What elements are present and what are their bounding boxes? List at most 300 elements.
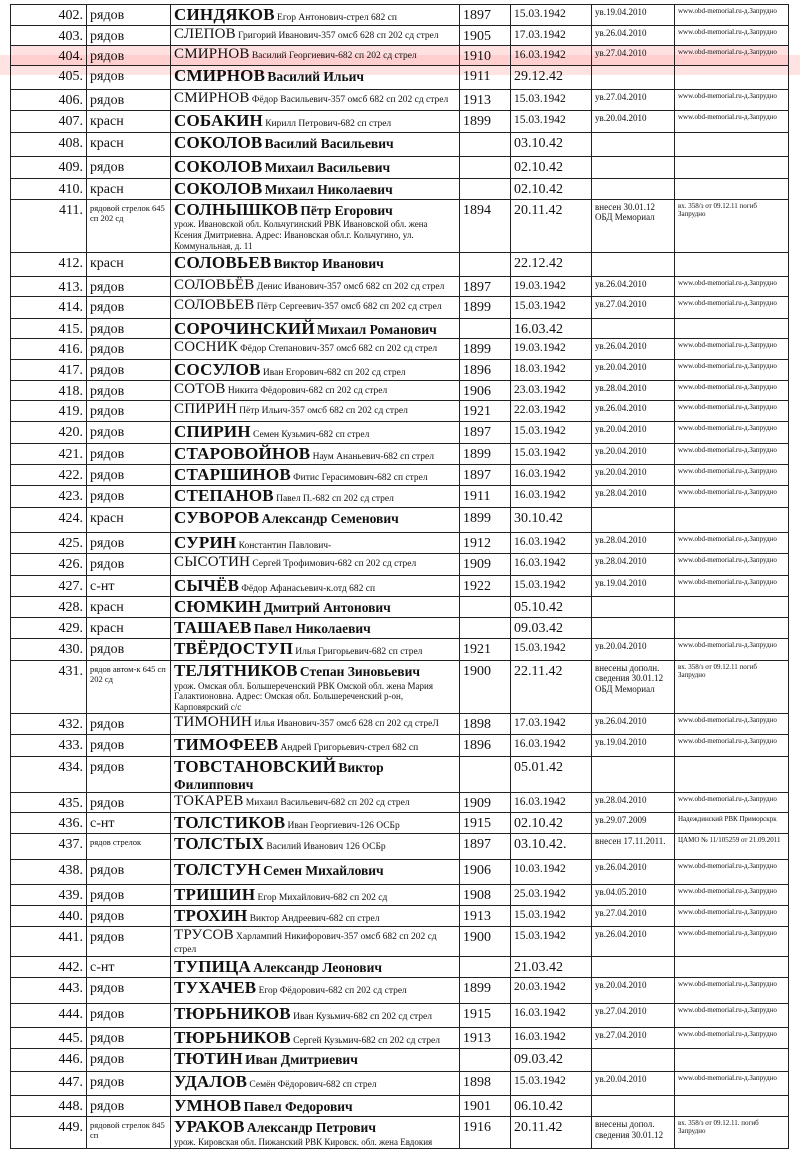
given-names: Пётр Сергеевич-357 омсб 682 сп 202 сд стрел bbox=[256, 301, 442, 312]
note-cell: ув.27.04.2010 bbox=[592, 1004, 675, 1028]
rank-cell: рядов bbox=[87, 756, 171, 792]
surname: СЫЧЁВ bbox=[174, 576, 240, 596]
source-cell: www.obd-memorial.ru-д.Запрудно bbox=[675, 45, 789, 65]
note-cell: ув.20.04.2010 bbox=[592, 360, 675, 381]
rank-cell: рядов bbox=[87, 927, 171, 957]
row-number: 439. bbox=[11, 885, 87, 906]
table-row bbox=[11, 296, 789, 318]
given-names: Харлампий Никифорович-357 омсб 682 сп 202 сд стрел bbox=[174, 932, 437, 956]
death-date: 16.03.1942 bbox=[511, 1028, 592, 1049]
death-date: 19.03.1942 bbox=[511, 339, 592, 360]
surname: ТИМОФЕЕВ bbox=[174, 734, 279, 754]
name-cell bbox=[171, 252, 460, 276]
given-names: Павел Николаевич bbox=[253, 620, 371, 636]
name-cell bbox=[171, 65, 460, 89]
row-number: 424. bbox=[11, 508, 87, 533]
row-number: 414. bbox=[11, 296, 87, 318]
rank-cell: рядов bbox=[87, 89, 171, 110]
surname: СОСНИК bbox=[174, 339, 238, 356]
rank-cell: рядов bbox=[87, 318, 171, 339]
given-names: Иван Георгиевич-126 ОСБр bbox=[287, 821, 400, 832]
table-row bbox=[11, 486, 789, 508]
given-names: Иван Егорович-682 сп 202 сд стрел bbox=[262, 368, 406, 379]
surname: СОРОЧИНСКИЙ bbox=[174, 318, 315, 338]
death-date: 22.03.1942 bbox=[511, 401, 592, 422]
rank-cell: рядов стрелок bbox=[87, 834, 171, 860]
death-date: 15.03.1942 bbox=[511, 5, 592, 26]
given-names: Пётр Егорович bbox=[300, 202, 393, 218]
birth-year: 1896 bbox=[460, 734, 511, 756]
birth-year: 1899 bbox=[460, 339, 511, 360]
note-cell: ув.20.04.2010 bbox=[592, 978, 675, 1004]
birth-year: 1908 bbox=[460, 885, 511, 906]
birth-year: 1906 bbox=[460, 381, 511, 401]
given-names: Григорий Иванович-357 омсб 628 сп 202 сд стрел bbox=[238, 30, 439, 41]
row-number: 404. bbox=[11, 45, 87, 65]
name-cell bbox=[171, 25, 460, 45]
source-cell bbox=[675, 178, 789, 199]
table-row bbox=[11, 465, 789, 486]
table-row bbox=[11, 596, 789, 617]
surname: СУВОРОВ bbox=[174, 508, 260, 528]
note-cell bbox=[592, 957, 675, 978]
death-date: 03.10.42 bbox=[511, 132, 592, 156]
rank-cell: рядов bbox=[87, 422, 171, 444]
row-number: 402. bbox=[11, 5, 87, 26]
note-cell: ув.20.04.2010 bbox=[592, 444, 675, 465]
name-cell bbox=[171, 465, 460, 486]
surname: СЮМКИН bbox=[174, 596, 262, 616]
given-names: Иван Дмитриевич bbox=[245, 1052, 358, 1068]
birth-year: 1916 bbox=[460, 1117, 511, 1148]
source-cell: www.obd-memorial.ru-д.Запрудно bbox=[675, 444, 789, 465]
name-cell bbox=[171, 444, 460, 465]
name-cell bbox=[171, 199, 460, 252]
given-names: Егор Михайлович-682 сп 202 сд bbox=[257, 893, 388, 904]
given-names: Виктор Андреевич-682 сп стрел bbox=[249, 914, 380, 925]
given-names: Виктор Иванович bbox=[273, 255, 384, 271]
rank-cell: рядов bbox=[87, 339, 171, 360]
death-date: 22.12.42 bbox=[511, 252, 592, 276]
name-cell bbox=[171, 276, 460, 296]
source-cell bbox=[675, 617, 789, 638]
row-number: 422. bbox=[11, 465, 87, 486]
rank-cell: с-нт bbox=[87, 813, 171, 834]
note-cell bbox=[592, 252, 675, 276]
source-cell: www.obd-memorial.ru-д.Запрудно bbox=[675, 1028, 789, 1049]
source-cell bbox=[675, 65, 789, 89]
rank-cell: рядов bbox=[87, 978, 171, 1004]
table-row bbox=[11, 793, 789, 813]
surname: ТВЁРДОСТУП bbox=[174, 638, 294, 658]
source-cell: www.obd-memorial.ru-д.Запрудно bbox=[675, 885, 789, 906]
name-cell bbox=[171, 486, 460, 508]
surname: ТРИШИН bbox=[174, 885, 256, 905]
name-cell bbox=[171, 360, 460, 381]
name-cell bbox=[171, 957, 460, 978]
death-date: 02.10.42 bbox=[511, 178, 592, 199]
given-names: Кирилл Петрович-682 сп стрел bbox=[265, 118, 392, 129]
note-cell bbox=[592, 132, 675, 156]
row-number: 437. bbox=[11, 834, 87, 860]
row-number: 413. bbox=[11, 276, 87, 296]
death-date: 21.03.42 bbox=[511, 957, 592, 978]
note-cell bbox=[592, 65, 675, 89]
row-number: 419. bbox=[11, 401, 87, 422]
name-cell bbox=[171, 978, 460, 1004]
surname: СИНДЯКОВ bbox=[174, 5, 275, 24]
source-cell: www.obd-memorial.ru-д.Запрудно bbox=[675, 339, 789, 360]
given-names: Василий Иванович 126 ОСБр bbox=[266, 842, 386, 853]
table-row bbox=[11, 885, 789, 906]
given-names: Виктор Филиппович bbox=[174, 759, 384, 792]
row-number: 415. bbox=[11, 318, 87, 339]
death-date: 25.03.1942 bbox=[511, 885, 592, 906]
row-number: 430. bbox=[11, 638, 87, 660]
birth-year bbox=[460, 596, 511, 617]
table-row bbox=[11, 1117, 789, 1148]
row-number: 406. bbox=[11, 89, 87, 110]
birth-year: 1896 bbox=[460, 360, 511, 381]
given-names: Иван Кузьмич-682 сп 202 сд стрел bbox=[293, 1012, 433, 1023]
surname: СМИРНОВ bbox=[174, 65, 266, 85]
rank-cell: красн bbox=[87, 508, 171, 533]
name-cell bbox=[171, 318, 460, 339]
row-number: 425. bbox=[11, 533, 87, 554]
table-row bbox=[11, 957, 789, 978]
given-names: Илья Иванович-357 омсб 628 сп 202 сд стреЛ bbox=[254, 718, 439, 729]
rank-cell: рядов bbox=[87, 885, 171, 906]
table-row bbox=[11, 554, 789, 576]
row-number: 438. bbox=[11, 860, 87, 885]
rank-cell: рядов bbox=[87, 276, 171, 296]
given-names: Сергей Трофимович-682 сп 202 сд стрел bbox=[252, 559, 417, 570]
given-names: Дмитрий Антонович bbox=[263, 599, 391, 615]
source-cell bbox=[675, 252, 789, 276]
source-cell: www.obd-memorial.ru-д.Запрудно bbox=[675, 360, 789, 381]
row-number: 432. bbox=[11, 713, 87, 734]
rank-cell: рядов bbox=[87, 381, 171, 401]
name-cell bbox=[171, 339, 460, 360]
death-date: 15.03.1942 bbox=[511, 576, 592, 597]
given-names: Павел П.-682 сп 202 сд стрел bbox=[276, 494, 394, 505]
row-number: 426. bbox=[11, 554, 87, 576]
table-row bbox=[11, 660, 789, 713]
death-date: 18.03.1942 bbox=[511, 360, 592, 381]
surname: СУРИН bbox=[174, 533, 237, 553]
death-date: 16.03.1942 bbox=[511, 45, 592, 65]
name-cell bbox=[171, 1049, 460, 1072]
death-date: 15.03.1942 bbox=[511, 638, 592, 660]
row-number: 427. bbox=[11, 576, 87, 597]
note-cell: ув.19.04.2010 bbox=[592, 576, 675, 597]
given-names: Семен Кузьмич-682 сп стрел bbox=[253, 430, 370, 441]
death-date: 20.11.42 bbox=[511, 1117, 592, 1148]
birth-year bbox=[460, 617, 511, 638]
given-names: Никита Фёдорович-682 сп 202 сд стрел bbox=[227, 386, 388, 397]
note-cell: ув.28.04.2010 bbox=[592, 793, 675, 813]
row-number: 449. bbox=[11, 1117, 87, 1148]
surname: ТОЛСТУН bbox=[174, 860, 261, 880]
table-row bbox=[11, 65, 789, 89]
rank-cell: рядов bbox=[87, 533, 171, 554]
rank-cell: рядов bbox=[87, 713, 171, 734]
note-cell: ув.26.04.2010 bbox=[592, 927, 675, 957]
source-cell: www.obd-memorial.ru-д.Запрудно bbox=[675, 401, 789, 422]
note-cell: внесен 17.11.2011. bbox=[592, 834, 675, 860]
surname: СОТОВ bbox=[174, 381, 226, 398]
table-row bbox=[11, 276, 789, 296]
death-date: 16.03.1942 bbox=[511, 465, 592, 486]
surname: ТЮРЬНИКОВ bbox=[174, 1028, 291, 1048]
rank-cell: рядов bbox=[87, 360, 171, 381]
death-date: 05.01.42 bbox=[511, 756, 592, 792]
name-cell bbox=[171, 713, 460, 734]
source-cell: ЦАМО № 11/105259 от 21.09.2011 bbox=[675, 834, 789, 860]
surname: УМНОВ bbox=[174, 1096, 242, 1116]
name-cell bbox=[171, 508, 460, 533]
source-cell bbox=[675, 132, 789, 156]
given-names: Михаил Романович bbox=[317, 321, 437, 337]
surname: ТОКАРЕВ bbox=[174, 793, 244, 810]
source-cell: www.obd-memorial.ru-д.Запрудно bbox=[675, 276, 789, 296]
surname: СТАРОВОЙНОВ bbox=[174, 444, 311, 464]
table-row bbox=[11, 906, 789, 927]
death-date: 06.10.42 bbox=[511, 1096, 592, 1117]
death-date: 16.03.1942 bbox=[511, 486, 592, 508]
table-row bbox=[11, 132, 789, 156]
rank-cell: красн bbox=[87, 252, 171, 276]
row-number: 417. bbox=[11, 360, 87, 381]
source-cell: www.obd-memorial.ru-д.Запрудно bbox=[675, 1072, 789, 1096]
given-names: Наум Ананьевич-682 сп стрел bbox=[312, 452, 434, 463]
row-number: 448. bbox=[11, 1096, 87, 1117]
name-cell bbox=[171, 638, 460, 660]
surname: СОЛОВЬЕВ bbox=[174, 296, 255, 313]
rank-cell: рядов bbox=[87, 1049, 171, 1072]
birth-year bbox=[460, 132, 511, 156]
rank-cell: рядов bbox=[87, 554, 171, 576]
table-row bbox=[11, 401, 789, 422]
source-cell: www.obd-memorial.ru-д.Запрудно bbox=[675, 110, 789, 132]
surname: СПИРИН bbox=[174, 401, 237, 418]
birth-year bbox=[460, 156, 511, 178]
given-names: Михаил Васильевич-682 сп 202 сд стрел bbox=[245, 798, 410, 809]
surname: СЫСОТИН bbox=[174, 554, 251, 571]
rank-cell: рядов bbox=[87, 1028, 171, 1049]
birth-year: 1897 bbox=[460, 465, 511, 486]
name-cell bbox=[171, 5, 460, 26]
row-number: 433. bbox=[11, 734, 87, 756]
name-cell bbox=[171, 1028, 460, 1049]
rank-cell: рядовой стрелок 845 сп bbox=[87, 1117, 171, 1148]
table-row bbox=[11, 834, 789, 860]
surname: УДАЛОВ bbox=[174, 1072, 248, 1092]
table-row bbox=[11, 252, 789, 276]
note-cell: ув.27.04.2010 bbox=[592, 89, 675, 110]
source-cell: www.obd-memorial.ru-д.Запрудно bbox=[675, 713, 789, 734]
row-number: 445. bbox=[11, 1028, 87, 1049]
table-row bbox=[11, 734, 789, 756]
given-names: Василий Ильич bbox=[267, 68, 365, 84]
table-row bbox=[11, 978, 789, 1004]
death-date: 22.11.42 bbox=[511, 660, 592, 713]
birth-year: 1899 bbox=[460, 444, 511, 465]
birth-year bbox=[460, 756, 511, 792]
note-cell: ув.26.04.2010 bbox=[592, 339, 675, 360]
burial-info: урож. Ивановской обл. Кольчугинский РВК Ивановской обл. жена Ксения Дмитриевна. Адрес: Ивановская обл.г. Кольчугино, ул. Коммунальная, д. 11 bbox=[174, 219, 428, 251]
name-cell bbox=[171, 906, 460, 927]
death-date: 17.03.1942 bbox=[511, 713, 592, 734]
rank-cell: рядов bbox=[87, 296, 171, 318]
note-cell: ув.04.05.2010 bbox=[592, 885, 675, 906]
given-names: Фёдор Васильевич-357 омсб 682 сп 202 сд стрел bbox=[251, 94, 449, 105]
source-cell bbox=[675, 508, 789, 533]
source-cell bbox=[675, 596, 789, 617]
birth-year: 1898 bbox=[460, 713, 511, 734]
death-date: 10.03.1942 bbox=[511, 860, 592, 885]
name-cell bbox=[171, 756, 460, 792]
rank-cell: рядов bbox=[87, 5, 171, 26]
name-cell bbox=[171, 813, 460, 834]
birth-year: 1899 bbox=[460, 110, 511, 132]
rank-cell: рядов bbox=[87, 1072, 171, 1096]
note-cell: ув.28.04.2010 bbox=[592, 381, 675, 401]
birth-year: 1900 bbox=[460, 660, 511, 713]
row-number: 446. bbox=[11, 1049, 87, 1072]
name-cell bbox=[171, 89, 460, 110]
note-cell: внесен 30.01.12 ОБД Мемориал bbox=[592, 199, 675, 252]
source-cell: www.obd-memorial.ru-д.Запрудно bbox=[675, 465, 789, 486]
rank-cell: рядов bbox=[87, 45, 171, 65]
given-names: Егор Фёдорович-682 сп 202 сд стрел bbox=[258, 986, 407, 997]
birth-year: 1910 bbox=[460, 45, 511, 65]
name-cell bbox=[171, 734, 460, 756]
surname: ТИМОНИН bbox=[174, 713, 253, 730]
birth-year: 1912 bbox=[460, 533, 511, 554]
birth-year: 1911 bbox=[460, 486, 511, 508]
note-cell bbox=[592, 156, 675, 178]
death-date: 03.10.42. bbox=[511, 834, 592, 860]
note-cell: ув.27.04.2010 bbox=[592, 1028, 675, 1049]
rank-cell: рядов bbox=[87, 156, 171, 178]
birth-year: 1922 bbox=[460, 576, 511, 597]
given-names: Михаил Николаевич bbox=[264, 181, 393, 197]
surname: СОКОЛОВ bbox=[174, 132, 263, 152]
table-row bbox=[11, 860, 789, 885]
death-date: 16.03.1942 bbox=[511, 554, 592, 576]
source-cell: www.obd-memorial.ru-д.Запрудно bbox=[675, 576, 789, 597]
note-cell bbox=[592, 1096, 675, 1117]
birth-year: 1905 bbox=[460, 25, 511, 45]
surname: СОКОЛОВ bbox=[174, 156, 263, 176]
birth-year: 1898 bbox=[460, 1072, 511, 1096]
given-names: Василий Васильевич bbox=[264, 135, 394, 151]
birth-year: 1901 bbox=[460, 1096, 511, 1117]
rank-cell: красн bbox=[87, 132, 171, 156]
death-date: 30.10.42 bbox=[511, 508, 592, 533]
name-cell bbox=[171, 1004, 460, 1028]
note-cell: ув.20.04.2010 bbox=[592, 638, 675, 660]
source-cell: www.obd-memorial.ru-д.Запрудно bbox=[675, 486, 789, 508]
surname: ТУХАЧЕВ bbox=[174, 978, 257, 998]
death-date: 16.03.1942 bbox=[511, 793, 592, 813]
source-cell: www.obd-memorial.ru-д.Запрудно bbox=[675, 793, 789, 813]
row-number: 409. bbox=[11, 156, 87, 178]
name-cell bbox=[171, 1096, 460, 1117]
given-names: Степан Зиновьевич bbox=[299, 663, 420, 679]
name-cell bbox=[171, 596, 460, 617]
source-cell: www.obd-memorial.ru-д.Запрудно bbox=[675, 89, 789, 110]
source-cell bbox=[675, 756, 789, 792]
note-cell: внесены допол. сведения 30.01.12 bbox=[592, 1117, 675, 1148]
table-row bbox=[11, 1072, 789, 1096]
name-cell bbox=[171, 885, 460, 906]
birth-year: 1897 bbox=[460, 422, 511, 444]
surname: СОСУЛОВ bbox=[174, 360, 261, 380]
note-cell: ув.27.04.2010 bbox=[592, 296, 675, 318]
given-names: Андрей Григорьевич-стрел 682 сп bbox=[280, 742, 419, 753]
given-names: Павел Федорович bbox=[243, 1099, 353, 1115]
death-date: 15.03.1942 bbox=[511, 296, 592, 318]
name-cell bbox=[171, 132, 460, 156]
death-date: 20.11.42 bbox=[511, 199, 592, 252]
table-row bbox=[11, 576, 789, 597]
birth-year bbox=[460, 178, 511, 199]
birth-year bbox=[460, 1049, 511, 1072]
row-number: 429. bbox=[11, 617, 87, 638]
death-date: 09.03.42 bbox=[511, 617, 592, 638]
row-number: 428. bbox=[11, 596, 87, 617]
table-row bbox=[11, 1028, 789, 1049]
rank-cell: красн bbox=[87, 178, 171, 199]
given-names: Константин Павлович- bbox=[238, 541, 332, 552]
note-cell bbox=[592, 756, 675, 792]
table-row bbox=[11, 381, 789, 401]
birth-year: 1894 bbox=[460, 199, 511, 252]
row-number: 436. bbox=[11, 813, 87, 834]
note-cell bbox=[592, 617, 675, 638]
source-cell: www.obd-memorial.ru-д.Запрудно bbox=[675, 638, 789, 660]
note-cell: ув.19.04.2010 bbox=[592, 734, 675, 756]
source-cell: www.obd-memorial.ru-д.Запрудно bbox=[675, 734, 789, 756]
surname: СТАРШИНОВ bbox=[174, 465, 291, 485]
table-row bbox=[11, 1004, 789, 1028]
birth-year: 1913 bbox=[460, 1028, 511, 1049]
note-cell: ув.26.04.2010 bbox=[592, 276, 675, 296]
source-cell: www.obd-memorial.ru-д.Запрудно bbox=[675, 381, 789, 401]
row-number: 431. bbox=[11, 660, 87, 713]
source-cell: www.obd-memorial.ru-д.Запрудно bbox=[675, 422, 789, 444]
surname: СЛЕПОВ bbox=[174, 25, 236, 42]
given-names: Александр Семенович bbox=[261, 511, 399, 527]
death-date: 15.03.1942 bbox=[511, 422, 592, 444]
row-number: 435. bbox=[11, 793, 87, 813]
name-cell bbox=[171, 660, 460, 713]
row-number: 440. bbox=[11, 906, 87, 927]
row-number: 403. bbox=[11, 25, 87, 45]
name-cell bbox=[171, 296, 460, 318]
table-row bbox=[11, 89, 789, 110]
source-cell: www.obd-memorial.ru-д.Запрудно bbox=[675, 927, 789, 957]
row-number: 423. bbox=[11, 486, 87, 508]
rank-cell: рядов автом-к 645 сп 202 сд bbox=[87, 660, 171, 713]
death-date: 16.03.1942 bbox=[511, 734, 592, 756]
rank-cell: рядов bbox=[87, 465, 171, 486]
table-row bbox=[11, 1049, 789, 1072]
rank-cell: рядов bbox=[87, 65, 171, 89]
given-names: Фёдор Степанович-357 омсб 682 сп 202 сд стрел bbox=[240, 344, 438, 355]
